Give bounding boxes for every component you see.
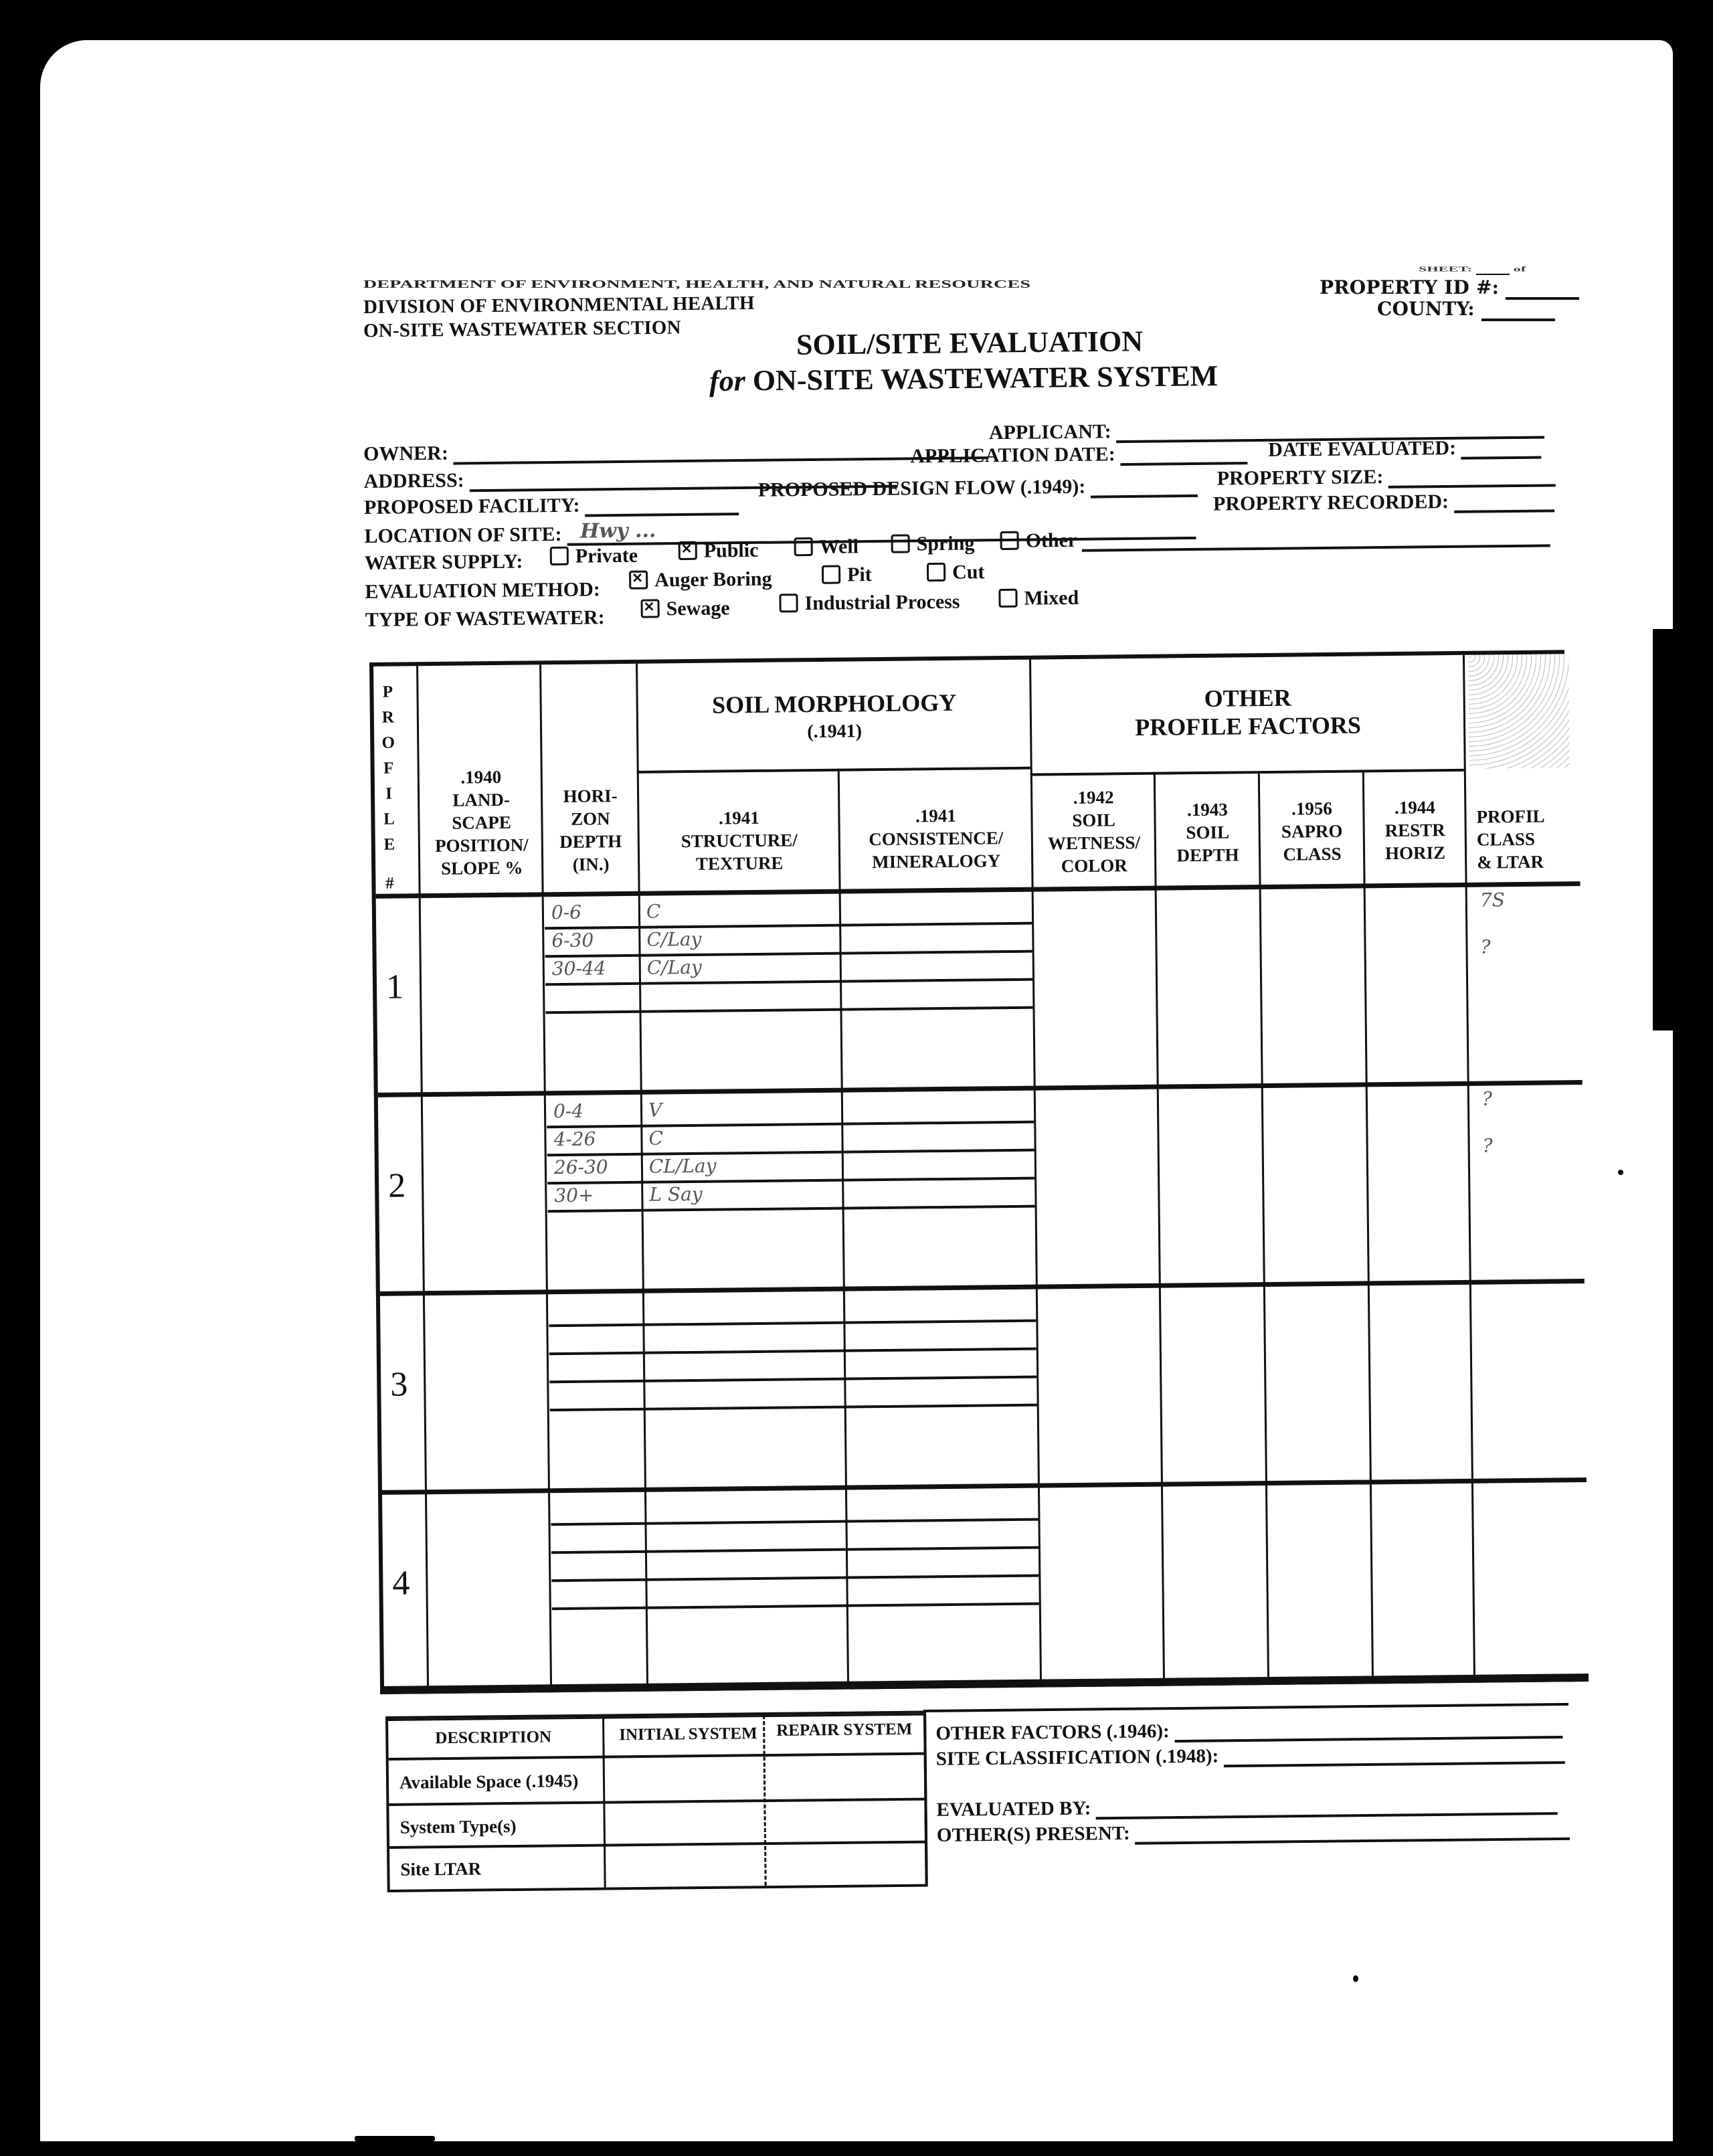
header-line: LAND- — [452, 789, 511, 810]
horizon-depth-cell[interactable]: 30+ — [554, 1184, 594, 1207]
water-supply-other[interactable] — [1000, 524, 1550, 553]
owner-label: OWNER: — [363, 442, 449, 465]
property-recorded-row — [1213, 489, 1554, 515]
proposed-facility-row — [364, 492, 739, 519]
header-letter: L — [383, 810, 395, 828]
header-line: DEPTH — [559, 831, 622, 852]
water-supply-spring[interactable] — [891, 532, 974, 555]
checkbox-icon[interactable] — [779, 594, 798, 612]
description-header: DESCRIPTION — [435, 1728, 552, 1748]
profile-number: 4 — [392, 1564, 410, 1603]
checkbox-checked-icon[interactable] — [679, 541, 697, 560]
application-date-label: APPLICATION DATE: — [910, 443, 1115, 468]
wastewater-mixed[interactable] — [998, 587, 1079, 610]
profile-divider — [382, 1477, 1587, 1495]
header-line: .1942 — [1073, 787, 1114, 808]
evaluated-by-row — [936, 1793, 1557, 1821]
col-divider — [1154, 772, 1165, 1682]
header-letter: # — [385, 874, 394, 893]
wastewater-type-label: TYPE OF WASTEWATER: — [365, 606, 605, 631]
other-factors-label: OTHER FACTORS (.1946): — [935, 1720, 1170, 1744]
design-flow-row — [758, 474, 1198, 502]
soil-morphology-header — [638, 688, 1030, 748]
row-divider — [389, 1753, 924, 1761]
header-line: SOIL MORPHOLOGY — [711, 689, 957, 719]
checkbox-checked-icon[interactable] — [629, 571, 648, 590]
others-present-label: OTHER(S) PRESENT: — [936, 1822, 1130, 1846]
evaluation-method-cut[interactable] — [927, 561, 985, 584]
horizon-row-divider — [550, 1404, 1037, 1412]
header-line: DEPTH — [1176, 844, 1239, 866]
horizon-depth-cell[interactable]: 26-30 — [553, 1156, 608, 1179]
horizon-depth-cell[interactable]: 6-30 — [551, 929, 594, 952]
county-text: COUNTY: — [1377, 298, 1475, 320]
water-supply-public[interactable] — [679, 539, 759, 563]
horizon-depth-cell[interactable] — [557, 1497, 638, 1498]
profile-divider — [380, 1279, 1585, 1296]
section-name: ON-SITE WASTEWATER SECTION — [363, 317, 681, 342]
proposed-facility-field[interactable] — [585, 513, 739, 517]
header-letter: O — [381, 733, 395, 752]
option-label: Spring — [916, 532, 975, 555]
owner-field[interactable] — [453, 456, 988, 464]
option-label: Well — [819, 535, 859, 558]
horizon-depth-cell[interactable]: 0-6 — [551, 901, 582, 924]
row-divider — [389, 1841, 925, 1849]
profile-class-header — [1467, 804, 1584, 874]
structure-texture-cell[interactable]: C/Lay — [646, 956, 702, 979]
horizon-row-divider — [551, 1546, 1039, 1554]
site-classification-label: SITE CLASSIFICATION (.1948): — [935, 1745, 1219, 1770]
site-classification-row — [936, 1742, 1565, 1771]
option-label: Industrial Process — [804, 590, 960, 615]
structure-texture-cell[interactable]: C/Lay — [646, 927, 702, 951]
header-line: .1943 — [1186, 799, 1228, 820]
header-line: COLOR — [1061, 855, 1128, 877]
sheet-label-text: SHEET: — [1419, 264, 1473, 273]
date-evaluated-field[interactable] — [1461, 456, 1542, 460]
checkbox-icon[interactable] — [1000, 531, 1018, 550]
header-line: HORIZ — [1384, 842, 1446, 864]
profile-number: 2 — [387, 1166, 406, 1205]
other-factors-field[interactable] — [1174, 1736, 1562, 1742]
col-divider — [1258, 771, 1269, 1681]
checkbox-icon[interactable] — [891, 535, 909, 553]
horizon-depth-cell[interactable]: 4-26 — [553, 1128, 596, 1151]
applicant-label: APPLICANT: — [988, 420, 1111, 444]
property-size-field[interactable] — [1388, 484, 1556, 488]
location-field[interactable]: Hwy ... — [567, 513, 1196, 546]
restr-horiz-header — [1365, 796, 1465, 865]
repair-system-header: REPAIR SYSTEM — [776, 1720, 913, 1740]
soil-depth-header — [1156, 798, 1259, 867]
evaluation-method-pit[interactable] — [822, 563, 872, 587]
option-label: Sewage — [666, 597, 730, 620]
system-types-label: System Type(s) — [399, 1815, 517, 1837]
other-factors-row — [935, 1716, 1562, 1745]
header-line: (.1941) — [807, 721, 863, 743]
row-divider — [637, 767, 1030, 774]
option-label: Other — [1025, 529, 1077, 552]
division-name: DIVISION OF ENVIRONMENTAL HEALTH — [363, 292, 755, 319]
horizon-depth-cell[interactable]: 0-4 — [553, 1099, 584, 1123]
page-title: SOIL/SITE EVALUATION — [796, 325, 1144, 361]
horizon-row-divider — [549, 1320, 1036, 1328]
wastewater-sewage[interactable] — [640, 597, 729, 620]
evaluation-method-auger[interactable] — [629, 568, 772, 592]
stipple-shading — [1468, 654, 1570, 769]
header-line: CLASS — [1476, 828, 1536, 850]
profile-divider — [376, 881, 1581, 899]
application-date-field[interactable] — [1120, 462, 1247, 466]
header-line: SOIL — [1186, 822, 1230, 843]
address-label: ADDRESS: — [363, 469, 464, 492]
structure-texture-cell[interactable]: CL/Lay — [648, 1154, 717, 1178]
structure-texture-header — [640, 806, 838, 876]
water-supply-label: WATER SUPPLY: — [364, 550, 523, 574]
other-water-supply-field[interactable] — [1081, 544, 1550, 551]
location-label: LOCATION OF SITE: — [364, 523, 562, 547]
footer-fields — [923, 1703, 1570, 1883]
horizon-row-divider — [545, 1006, 1032, 1014]
design-flow-field[interactable] — [1091, 495, 1198, 499]
header-line: ZON — [571, 808, 610, 829]
header-line: .1956 — [1291, 798, 1332, 819]
horizon-row-divider — [551, 1575, 1039, 1583]
application-date-row — [910, 442, 1247, 468]
header-line: HORI- — [563, 786, 618, 806]
sheet-of-text: of — [1513, 264, 1526, 273]
scan-speck — [1353, 1975, 1358, 1982]
wastewater-industrial[interactable] — [779, 591, 960, 616]
checkbox-checked-icon[interactable] — [640, 599, 659, 618]
others-present-row — [937, 1818, 1570, 1847]
header-line: PROFILE FACTORS — [1135, 711, 1362, 741]
evaluation-method-label: EVALUATION METHOD: — [365, 578, 600, 603]
date-evaluated-label: DATE EVALUATED: — [1268, 436, 1457, 461]
structure-texture-cell[interactable]: C — [646, 900, 661, 923]
property-size-row — [1216, 464, 1556, 490]
header-line: POSITION/ — [434, 834, 529, 856]
sapro-class-header — [1261, 796, 1363, 866]
site-classification-field[interactable] — [1224, 1761, 1565, 1767]
evaluated-by-label: EVALUATED BY: — [936, 1797, 1091, 1821]
others-present-field[interactable] — [1135, 1837, 1570, 1845]
header-line: CLASS — [1283, 843, 1342, 865]
header-line: (IN.) — [572, 854, 610, 875]
profile-number-header — [377, 680, 399, 897]
profile-number: 3 — [390, 1365, 408, 1404]
subtitle-text: ON-SITE WASTEWATER SYSTEM — [752, 359, 1219, 397]
other-profile-factors-header — [1032, 682, 1463, 743]
checkbox-icon[interactable] — [822, 565, 840, 584]
structure-texture-cell[interactable] — [650, 1296, 824, 1298]
header-letter: F — [383, 759, 394, 778]
option-label: Mixed — [1024, 586, 1079, 610]
horizon-depth-cell[interactable]: 30-44 — [551, 957, 606, 980]
header-line: STRUCTURE/ — [681, 830, 798, 852]
horizon-row-divider — [549, 1376, 1036, 1384]
header-line: SOIL — [1072, 810, 1115, 831]
proposed-facility-label: PROPOSED FACILITY: — [363, 494, 580, 519]
structure-texture-cell[interactable]: C — [648, 1127, 664, 1150]
scan-speck — [355, 2136, 435, 2141]
available-space-label: Available Space (.1945) — [399, 1770, 579, 1793]
header-line: CONSISTENCE/ — [869, 828, 1004, 850]
checkbox-icon[interactable] — [550, 547, 569, 565]
option-label: Cut — [952, 561, 985, 583]
horizon-depth-cell[interactable] — [555, 1298, 636, 1299]
header-letter: E — [383, 835, 395, 854]
option-label: Auger Boring — [654, 567, 772, 592]
checkbox-icon[interactable] — [998, 589, 1017, 608]
design-flow-label: PROPOSED DESIGN FLOW (.1949): — [757, 475, 1086, 501]
horizon-row-divider — [552, 1603, 1039, 1611]
profile-divider — [378, 1080, 1583, 1097]
header-line: .1941 — [718, 807, 759, 828]
col-divider — [1362, 770, 1374, 1680]
header-line: .1944 — [1394, 797, 1435, 818]
option-label: Public — [703, 539, 759, 562]
structure-texture-cell[interactable] — [652, 1495, 826, 1497]
property-recorded-field[interactable] — [1454, 509, 1554, 513]
header-line: SLOPE % — [440, 857, 523, 879]
profile-class-cell[interactable]: 7S — [1479, 889, 1505, 911]
option-label: Private — [575, 544, 638, 567]
header-line: RESTR — [1384, 820, 1445, 841]
header-line: SAPRO — [1281, 820, 1343, 842]
initial-system-header: INITIAL SYSTEM — [619, 1724, 757, 1744]
water-supply-private[interactable] — [550, 545, 638, 568]
profile-number: 1 — [385, 968, 404, 1006]
date-evaluated-row — [1268, 436, 1542, 462]
header-line: SCAPE — [452, 812, 511, 833]
header-line: MINERALOGY — [871, 850, 1001, 873]
profile-class-cell[interactable]: ? — [1481, 1087, 1493, 1110]
soil-wetness-header — [1033, 786, 1154, 878]
header-line: PROFIL — [1476, 806, 1545, 827]
summary-table — [385, 1711, 928, 1892]
checkbox-icon[interactable] — [794, 537, 813, 556]
horizon-depth-header — [543, 784, 638, 876]
header-line: TEXTURE — [695, 852, 784, 874]
owner-row — [363, 436, 988, 466]
consistence-header — [840, 804, 1031, 874]
structure-texture-cell[interactable]: L Say — [649, 1182, 703, 1206]
property-recorded-label: PROPERTY RECORDED: — [1212, 490, 1449, 515]
row-divider — [1030, 769, 1464, 776]
horizon-row-divider — [551, 1518, 1038, 1526]
scan-speck — [1618, 1170, 1623, 1175]
header-letter: R — [381, 708, 395, 727]
header-letter: I — [385, 784, 393, 803]
property-id-text: PROPERTY ID #: — [1320, 276, 1500, 298]
property-size-label: PROPERTY SIZE: — [1216, 466, 1384, 490]
department-name: DEPARTMENT OF ENVIRONMENT, HEALTH, AND NATURAL RESOURCES — [363, 278, 1031, 291]
row-divider — [389, 1798, 924, 1806]
water-supply-well[interactable] — [794, 535, 859, 559]
horizon-row-divider — [549, 1348, 1036, 1356]
header-line: OTHER — [1204, 684, 1291, 712]
header-line: WETNESS/ — [1047, 832, 1141, 854]
header-line: & LTAR — [1477, 851, 1544, 873]
landscape-header — [422, 765, 542, 880]
checkbox-icon[interactable] — [927, 563, 945, 581]
site-ltar-label: Site LTAR — [400, 1858, 482, 1880]
profile-table — [369, 650, 1575, 1694]
structure-texture-cell[interactable]: V — [648, 1099, 662, 1121]
horizon-row-divider — [545, 978, 1032, 986]
header-line: .1940 — [460, 766, 502, 788]
profile-class-cell[interactable]: ? — [1482, 1134, 1493, 1157]
header-letter: P — [382, 683, 393, 701]
option-label: Pit — [846, 563, 872, 586]
subtitle-prefix: for — [709, 364, 746, 397]
profile-class-cell[interactable]: ? — [1480, 935, 1491, 958]
header-line: .1941 — [915, 805, 956, 826]
horizon-row-divider — [548, 1205, 1035, 1213]
